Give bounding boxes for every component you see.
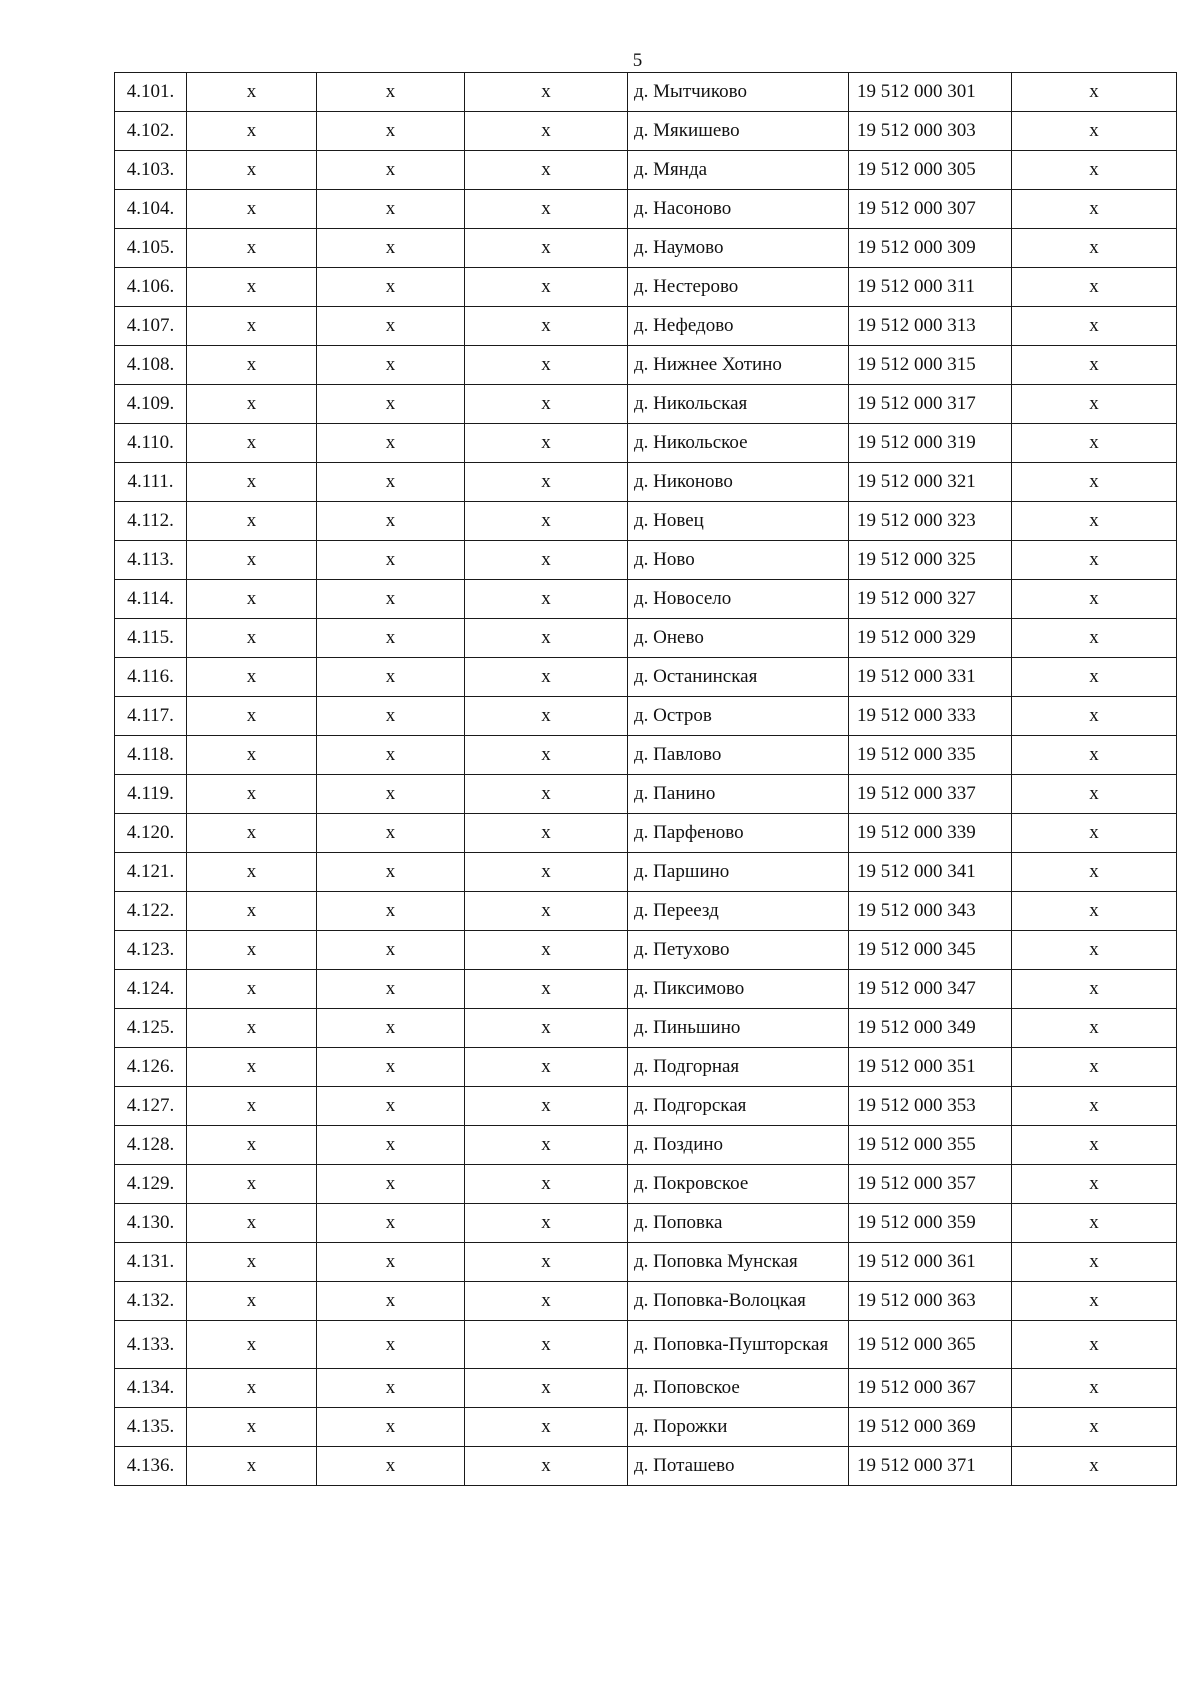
column-4-cell: x [465, 1321, 628, 1369]
column-7-cell: x [1012, 1009, 1177, 1048]
column-7-cell: x [1012, 541, 1177, 580]
column-4-cell: x [465, 892, 628, 931]
okato-code: 19 512 000 311 [849, 268, 1012, 307]
settlement-name: д. Покровское [628, 1165, 849, 1204]
column-3-cell: x [317, 1408, 465, 1447]
column-4-cell: x [465, 580, 628, 619]
column-7-cell: x [1012, 1165, 1177, 1204]
column-7-cell: x [1012, 463, 1177, 502]
column-3-cell: x [317, 1009, 465, 1048]
column-2-cell: x [187, 970, 317, 1009]
column-2-cell: x [187, 1048, 317, 1087]
settlement-name: д. Петухово [628, 931, 849, 970]
column-7-cell: x [1012, 697, 1177, 736]
row-number: 4.109. [115, 385, 187, 424]
column-4-cell: x [465, 541, 628, 580]
column-3-cell: x [317, 619, 465, 658]
column-7-cell: x [1012, 385, 1177, 424]
column-2-cell: x [187, 541, 317, 580]
column-4-cell: x [465, 931, 628, 970]
column-4-cell: x [465, 619, 628, 658]
column-7-cell: x [1012, 658, 1177, 697]
settlements-table [114, 72, 1177, 1486]
settlement-name: д. Мянда [628, 151, 849, 190]
column-3-cell: x [317, 853, 465, 892]
table-row [115, 892, 1177, 931]
row-number: 4.116. [115, 658, 187, 697]
column-4-cell: x [465, 229, 628, 268]
row-number: 4.110. [115, 424, 187, 463]
column-3-cell: x [317, 697, 465, 736]
settlement-name: д. Никоново [628, 463, 849, 502]
table-row [115, 1321, 1177, 1369]
row-number: 4.122. [115, 892, 187, 931]
okato-code: 19 512 000 329 [849, 619, 1012, 658]
column-3-cell: x [317, 541, 465, 580]
column-3-cell: x [317, 1447, 465, 1486]
settlement-name: д. Переезд [628, 892, 849, 931]
okato-code: 19 512 000 353 [849, 1087, 1012, 1126]
column-4-cell: x [465, 853, 628, 892]
table-row [115, 151, 1177, 190]
table-row [115, 424, 1177, 463]
row-number: 4.135. [115, 1408, 187, 1447]
column-3-cell: x [317, 424, 465, 463]
settlement-name: д. Мытчиково [628, 73, 849, 112]
okato-code: 19 512 000 339 [849, 814, 1012, 853]
column-4-cell: x [465, 1282, 628, 1321]
row-number: 4.114. [115, 580, 187, 619]
column-4-cell: x [465, 1048, 628, 1087]
settlement-name: д. Пиксимово [628, 970, 849, 1009]
settlement-name: д. Поповка [628, 1204, 849, 1243]
column-7-cell: x [1012, 580, 1177, 619]
column-4-cell: x [465, 1369, 628, 1408]
column-4-cell: x [465, 268, 628, 307]
row-number: 4.127. [115, 1087, 187, 1126]
column-3-cell: x [317, 1204, 465, 1243]
column-4-cell: x [465, 424, 628, 463]
row-number: 4.108. [115, 346, 187, 385]
row-number: 4.102. [115, 112, 187, 151]
column-3-cell: x [317, 307, 465, 346]
column-4-cell: x [465, 307, 628, 346]
column-4-cell: x [465, 1009, 628, 1048]
column-3-cell: x [317, 1321, 465, 1369]
column-3-cell: x [317, 112, 465, 151]
column-3-cell: x [317, 931, 465, 970]
okato-code: 19 512 000 321 [849, 463, 1012, 502]
okato-code: 19 512 000 319 [849, 424, 1012, 463]
column-4-cell: x [465, 346, 628, 385]
column-3-cell: x [317, 502, 465, 541]
column-7-cell: x [1012, 1282, 1177, 1321]
table-row [115, 1087, 1177, 1126]
row-number: 4.117. [115, 697, 187, 736]
column-3-cell: x [317, 814, 465, 853]
column-2-cell: x [187, 385, 317, 424]
column-2-cell: x [187, 1408, 317, 1447]
table-row [115, 1243, 1177, 1282]
okato-code: 19 512 000 305 [849, 151, 1012, 190]
column-7-cell: x [1012, 736, 1177, 775]
row-number: 4.133. [115, 1321, 187, 1369]
column-3-cell: x [317, 190, 465, 229]
settlement-name: д. Поповка-Пушторская [628, 1321, 849, 1369]
okato-code: 19 512 000 369 [849, 1408, 1012, 1447]
table-row [115, 658, 1177, 697]
column-4-cell: x [465, 385, 628, 424]
settlement-name: д. Поташево [628, 1447, 849, 1486]
column-2-cell: x [187, 697, 317, 736]
settlement-name: д. Подгорская [628, 1087, 849, 1126]
column-7-cell: x [1012, 619, 1177, 658]
row-number: 4.129. [115, 1165, 187, 1204]
table-row [115, 1204, 1177, 1243]
column-4-cell: x [465, 1126, 628, 1165]
column-2-cell: x [187, 1165, 317, 1204]
table-row [115, 619, 1177, 658]
row-number: 4.112. [115, 502, 187, 541]
column-2-cell: x [187, 502, 317, 541]
row-number: 4.124. [115, 970, 187, 1009]
okato-code: 19 512 000 355 [849, 1126, 1012, 1165]
okato-code: 19 512 000 371 [849, 1447, 1012, 1486]
table-row [115, 1447, 1177, 1486]
column-3-cell: x [317, 385, 465, 424]
row-number: 4.134. [115, 1369, 187, 1408]
table-body [115, 73, 1177, 1486]
table-row [115, 1009, 1177, 1048]
okato-code: 19 512 000 367 [849, 1369, 1012, 1408]
row-number: 4.128. [115, 1126, 187, 1165]
column-7-cell: x [1012, 931, 1177, 970]
okato-code: 19 512 000 357 [849, 1165, 1012, 1204]
column-7-cell: x [1012, 424, 1177, 463]
okato-code: 19 512 000 363 [849, 1282, 1012, 1321]
okato-code: 19 512 000 331 [849, 658, 1012, 697]
column-2-cell: x [187, 1087, 317, 1126]
row-number: 4.106. [115, 268, 187, 307]
column-7-cell: x [1012, 853, 1177, 892]
settlement-name: д. Пиньшино [628, 1009, 849, 1048]
settlement-name: д. Поповка-Волоцкая [628, 1282, 849, 1321]
okato-code: 19 512 000 337 [849, 775, 1012, 814]
okato-code: 19 512 000 307 [849, 190, 1012, 229]
column-3-cell: x [317, 580, 465, 619]
column-7-cell: x [1012, 502, 1177, 541]
column-7-cell: x [1012, 1321, 1177, 1369]
column-7-cell: x [1012, 229, 1177, 268]
okato-code: 19 512 000 359 [849, 1204, 1012, 1243]
column-7-cell: x [1012, 814, 1177, 853]
settlement-name: д. Новосело [628, 580, 849, 619]
column-2-cell: x [187, 1447, 317, 1486]
column-7-cell: x [1012, 970, 1177, 1009]
okato-code: 19 512 000 345 [849, 931, 1012, 970]
column-7-cell: x [1012, 307, 1177, 346]
column-3-cell: x [317, 73, 465, 112]
column-2-cell: x [187, 346, 317, 385]
column-7-cell: x [1012, 1369, 1177, 1408]
settlement-name: д. Никольская [628, 385, 849, 424]
table-row [115, 541, 1177, 580]
column-3-cell: x [317, 970, 465, 1009]
column-4-cell: x [465, 1204, 628, 1243]
column-2-cell: x [187, 424, 317, 463]
column-7-cell: x [1012, 892, 1177, 931]
column-7-cell: x [1012, 775, 1177, 814]
column-4-cell: x [465, 112, 628, 151]
column-2-cell: x [187, 1204, 317, 1243]
okato-code: 19 512 000 361 [849, 1243, 1012, 1282]
column-4-cell: x [465, 775, 628, 814]
column-4-cell: x [465, 463, 628, 502]
settlement-name: д. Поздино [628, 1126, 849, 1165]
column-3-cell: x [317, 268, 465, 307]
row-number: 4.131. [115, 1243, 187, 1282]
column-7-cell: x [1012, 346, 1177, 385]
settlement-name: д. Ново [628, 541, 849, 580]
table-row [115, 1369, 1177, 1408]
column-7-cell: x [1012, 1447, 1177, 1486]
column-4-cell: x [465, 151, 628, 190]
table-row [115, 853, 1177, 892]
column-2-cell: x [187, 268, 317, 307]
table-row [115, 970, 1177, 1009]
okato-code: 19 512 000 347 [849, 970, 1012, 1009]
settlement-name: д. Поповка Мунская [628, 1243, 849, 1282]
column-7-cell: x [1012, 73, 1177, 112]
column-7-cell: x [1012, 190, 1177, 229]
table-row [115, 814, 1177, 853]
column-2-cell: x [187, 775, 317, 814]
table-row [115, 73, 1177, 112]
column-2-cell: x [187, 853, 317, 892]
column-7-cell: x [1012, 1243, 1177, 1282]
row-number: 4.132. [115, 1282, 187, 1321]
table-row [115, 1408, 1177, 1447]
column-3-cell: x [317, 151, 465, 190]
okato-code: 19 512 000 335 [849, 736, 1012, 775]
column-4-cell: x [465, 1243, 628, 1282]
column-4-cell: x [465, 1165, 628, 1204]
column-7-cell: x [1012, 268, 1177, 307]
okato-code: 19 512 000 323 [849, 502, 1012, 541]
okato-code: 19 512 000 351 [849, 1048, 1012, 1087]
table-row [115, 931, 1177, 970]
row-number: 4.118. [115, 736, 187, 775]
column-2-cell: x [187, 658, 317, 697]
column-2-cell: x [187, 307, 317, 346]
row-number: 4.120. [115, 814, 187, 853]
row-number: 4.104. [115, 190, 187, 229]
settlement-name: д. Новец [628, 502, 849, 541]
row-number: 4.119. [115, 775, 187, 814]
settlement-name: д. Порожки [628, 1408, 849, 1447]
column-2-cell: x [187, 151, 317, 190]
column-4-cell: x [465, 814, 628, 853]
column-3-cell: x [317, 892, 465, 931]
table-row [115, 463, 1177, 502]
settlement-name: д. Парфеново [628, 814, 849, 853]
column-2-cell: x [187, 463, 317, 502]
table-row [115, 346, 1177, 385]
column-4-cell: x [465, 1087, 628, 1126]
settlement-name: д. Никольское [628, 424, 849, 463]
column-2-cell: x [187, 190, 317, 229]
settlement-name: д. Павлово [628, 736, 849, 775]
column-3-cell: x [317, 775, 465, 814]
column-4-cell: x [465, 736, 628, 775]
table-row [115, 1048, 1177, 1087]
row-number: 4.126. [115, 1048, 187, 1087]
table-row [115, 736, 1177, 775]
okato-code: 19 512 000 317 [849, 385, 1012, 424]
row-number: 4.113. [115, 541, 187, 580]
okato-code: 19 512 000 303 [849, 112, 1012, 151]
okato-code: 19 512 000 309 [849, 229, 1012, 268]
column-4-cell: x [465, 970, 628, 1009]
table-row [115, 1126, 1177, 1165]
table-row [115, 229, 1177, 268]
column-4-cell: x [465, 658, 628, 697]
column-3-cell: x [317, 1243, 465, 1282]
settlement-name: д. Насоново [628, 190, 849, 229]
table-row [115, 775, 1177, 814]
okato-code: 19 512 000 341 [849, 853, 1012, 892]
settlement-name: д. Остров [628, 697, 849, 736]
column-2-cell: x [187, 892, 317, 931]
table-row [115, 112, 1177, 151]
table-row [115, 697, 1177, 736]
column-2-cell: x [187, 814, 317, 853]
row-number: 4.111. [115, 463, 187, 502]
table-row [115, 1165, 1177, 1204]
column-7-cell: x [1012, 1126, 1177, 1165]
column-7-cell: x [1012, 112, 1177, 151]
table-row [115, 307, 1177, 346]
column-3-cell: x [317, 346, 465, 385]
okato-code: 19 512 000 325 [849, 541, 1012, 580]
column-3-cell: x [317, 1087, 465, 1126]
table-row [115, 268, 1177, 307]
column-4-cell: x [465, 697, 628, 736]
row-number: 4.123. [115, 931, 187, 970]
column-3-cell: x [317, 1369, 465, 1408]
column-2-cell: x [187, 1009, 317, 1048]
column-7-cell: x [1012, 1408, 1177, 1447]
row-number: 4.105. [115, 229, 187, 268]
column-2-cell: x [187, 1369, 317, 1408]
column-3-cell: x [317, 463, 465, 502]
row-number: 4.125. [115, 1009, 187, 1048]
column-4-cell: x [465, 1408, 628, 1447]
settlement-name: д. Нестерово [628, 268, 849, 307]
row-number: 4.130. [115, 1204, 187, 1243]
settlement-name: д. Наумово [628, 229, 849, 268]
column-7-cell: x [1012, 1087, 1177, 1126]
okato-code: 19 512 000 333 [849, 697, 1012, 736]
column-2-cell: x [187, 112, 317, 151]
column-2-cell: x [187, 1282, 317, 1321]
column-3-cell: x [317, 736, 465, 775]
settlement-name: д. Поповское [628, 1369, 849, 1408]
column-2-cell: x [187, 1126, 317, 1165]
settlement-name: д. Останинская [628, 658, 849, 697]
column-4-cell: x [465, 502, 628, 541]
row-number: 4.103. [115, 151, 187, 190]
column-2-cell: x [187, 736, 317, 775]
row-number: 4.121. [115, 853, 187, 892]
okato-code: 19 512 000 349 [849, 1009, 1012, 1048]
column-2-cell: x [187, 619, 317, 658]
column-3-cell: x [317, 1165, 465, 1204]
column-7-cell: x [1012, 1048, 1177, 1087]
settlement-name: д. Панино [628, 775, 849, 814]
column-2-cell: x [187, 580, 317, 619]
table-row [115, 580, 1177, 619]
okato-code: 19 512 000 315 [849, 346, 1012, 385]
table-row [115, 1282, 1177, 1321]
settlement-name: д. Подгорная [628, 1048, 849, 1087]
okato-code: 19 512 000 301 [849, 73, 1012, 112]
page-number: 5 [632, 50, 643, 71]
settlement-name: д. Нефедово [628, 307, 849, 346]
column-3-cell: x [317, 229, 465, 268]
settlement-name: д. Нижнее Хотино [628, 346, 849, 385]
okato-code: 19 512 000 365 [849, 1321, 1012, 1369]
row-number: 4.107. [115, 307, 187, 346]
column-3-cell: x [317, 658, 465, 697]
table-row [115, 190, 1177, 229]
settlement-name: д. Паршино [628, 853, 849, 892]
settlement-name: д. Мякишево [628, 112, 849, 151]
column-7-cell: x [1012, 151, 1177, 190]
column-3-cell: x [317, 1282, 465, 1321]
okato-code: 19 512 000 313 [849, 307, 1012, 346]
column-3-cell: x [317, 1126, 465, 1165]
column-2-cell: x [187, 229, 317, 268]
column-4-cell: x [465, 73, 628, 112]
column-3-cell: x [317, 1048, 465, 1087]
table-row [115, 502, 1177, 541]
okato-code: 19 512 000 327 [849, 580, 1012, 619]
row-number: 4.115. [115, 619, 187, 658]
row-number: 4.136. [115, 1447, 187, 1486]
column-2-cell: x [187, 1321, 317, 1369]
okato-code: 19 512 000 343 [849, 892, 1012, 931]
column-4-cell: x [465, 1447, 628, 1486]
column-4-cell: x [465, 190, 628, 229]
table-row [115, 385, 1177, 424]
column-2-cell: x [187, 1243, 317, 1282]
column-2-cell: x [187, 931, 317, 970]
settlement-name: д. Онево [628, 619, 849, 658]
row-number: 4.101. [115, 73, 187, 112]
column-2-cell: x [187, 73, 317, 112]
column-7-cell: x [1012, 1204, 1177, 1243]
